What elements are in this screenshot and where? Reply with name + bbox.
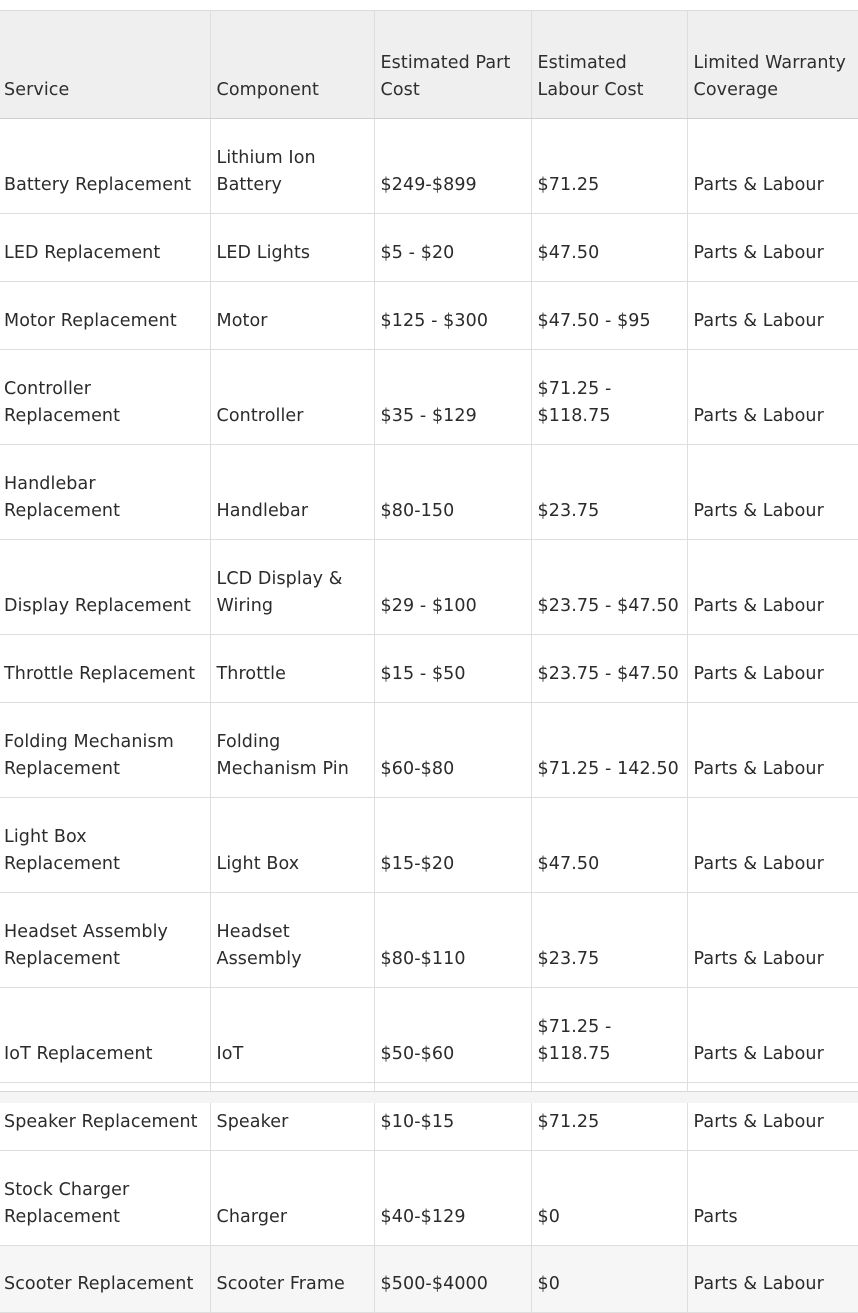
table-row xyxy=(0,1151,858,1246)
cell-warranty: Parts & Labour xyxy=(687,119,858,214)
header-part-cost: Estimated Part Cost xyxy=(374,11,531,119)
cell-component: Scooter Frame xyxy=(210,1246,374,1313)
cell-component: Speaker xyxy=(210,1083,374,1151)
cell-part-cost: $50-$60 xyxy=(374,988,531,1083)
cell-warranty: Parts & Labour xyxy=(687,350,858,445)
cell-warranty: Parts & Labour xyxy=(687,445,858,540)
cell-labour-cost: $0 xyxy=(531,1246,687,1313)
cell-service: Throttle Replacement xyxy=(0,635,210,703)
cell-service: Light Box Replacement xyxy=(0,798,210,893)
cell-component: Lithium Ion Battery xyxy=(210,119,374,214)
cell-warranty: Parts & Labour xyxy=(687,635,858,703)
cell-labour-cost: $23.75 - $47.50 xyxy=(531,540,687,635)
table-header xyxy=(0,11,858,119)
cell-warranty: Parts & Labour xyxy=(687,1246,858,1313)
cell-warranty: Parts & Labour xyxy=(687,798,858,893)
cell-labour-cost: $23.75 - $47.50 xyxy=(531,635,687,703)
cell-part-cost: $80-150 xyxy=(374,445,531,540)
cell-component: IoT xyxy=(210,988,374,1083)
cell-component: Headset Assembly xyxy=(210,893,374,988)
cell-labour-cost: $47.50 - $95 xyxy=(531,282,687,350)
cell-part-cost: $125 - $300 xyxy=(374,282,531,350)
table-row xyxy=(0,1246,858,1313)
cell-labour-cost: $71.25 - 142.50 xyxy=(531,703,687,798)
cell-component: Handlebar xyxy=(210,445,374,540)
cell-labour-cost: $47.50 xyxy=(531,214,687,282)
cell-component: Controller xyxy=(210,350,374,445)
cell-labour-cost: $23.75 xyxy=(531,893,687,988)
cell-service: Display Replacement xyxy=(0,540,210,635)
cell-service: Scooter Replacement xyxy=(0,1246,210,1313)
cell-part-cost: $29 - $100 xyxy=(374,540,531,635)
table-row xyxy=(0,119,858,214)
header-warranty: Limited Warranty Coverage xyxy=(687,11,858,119)
cell-part-cost: $249-$899 xyxy=(374,119,531,214)
cell-component: LCD Display & Wiring xyxy=(210,540,374,635)
bottom-scroll-area xyxy=(0,1091,858,1103)
table-row xyxy=(0,893,858,988)
cell-service: Speaker Replacement xyxy=(0,1083,210,1151)
cell-component: Charger xyxy=(210,1151,374,1246)
cell-service: Folding Mechanism Replacement xyxy=(0,703,210,798)
cell-service: LED Replacement xyxy=(0,214,210,282)
header-labour-cost: Estimated Labour Cost xyxy=(531,11,687,119)
cell-part-cost: $15 - $50 xyxy=(374,635,531,703)
cell-part-cost: $5 - $20 xyxy=(374,214,531,282)
cell-warranty: Parts & Labour xyxy=(687,1083,858,1151)
table-row xyxy=(0,798,858,893)
cell-warranty: Parts & Labour xyxy=(687,214,858,282)
cell-service: Battery Replacement xyxy=(0,119,210,214)
repair-cost-table xyxy=(0,10,858,1313)
top-spacer xyxy=(0,0,858,10)
table-body xyxy=(0,119,858,1313)
header-row xyxy=(0,11,858,119)
table-row xyxy=(0,350,858,445)
cell-component: LED Lights xyxy=(210,214,374,282)
cell-part-cost: $60-$80 xyxy=(374,703,531,798)
cell-labour-cost: $71.25 xyxy=(531,119,687,214)
table-row xyxy=(0,282,858,350)
cell-labour-cost: $71.25 xyxy=(531,1083,687,1151)
cell-component: Motor xyxy=(210,282,374,350)
cell-part-cost: $15-$20 xyxy=(374,798,531,893)
table-row xyxy=(0,540,858,635)
table-row xyxy=(0,445,858,540)
cell-service: Headset Assembly Replacement xyxy=(0,893,210,988)
cell-warranty: Parts & Labour xyxy=(687,540,858,635)
cell-labour-cost: $71.25 - $118.75 xyxy=(531,350,687,445)
cell-warranty: Parts & Labour xyxy=(687,282,858,350)
table-row xyxy=(0,703,858,798)
header-component: Component xyxy=(210,11,374,119)
cell-component: Throttle xyxy=(210,635,374,703)
cell-service: Stock Charger Replacement xyxy=(0,1151,210,1246)
cell-service: Controller Replacement xyxy=(0,350,210,445)
cell-part-cost: $500-$4000 xyxy=(374,1246,531,1313)
cell-part-cost: $80-$110 xyxy=(374,893,531,988)
cell-warranty: Parts & Labour xyxy=(687,703,858,798)
cell-service: Motor Replacement xyxy=(0,282,210,350)
cell-component: Light Box xyxy=(210,798,374,893)
cell-warranty: Parts & Labour xyxy=(687,893,858,988)
table-row xyxy=(0,988,858,1083)
cell-part-cost: $35 - $129 xyxy=(374,350,531,445)
cell-labour-cost: $47.50 xyxy=(531,798,687,893)
cell-component: Folding Mechanism Pin xyxy=(210,703,374,798)
cell-service: Handlebar Replacement xyxy=(0,445,210,540)
cell-labour-cost: $71.25 - $118.75 xyxy=(531,988,687,1083)
cell-labour-cost: $0 xyxy=(531,1151,687,1246)
cell-labour-cost: $23.75 xyxy=(531,445,687,540)
cell-warranty: Parts & Labour xyxy=(687,988,858,1083)
table-row xyxy=(0,635,858,703)
cell-service: IoT Replacement xyxy=(0,988,210,1083)
header-service: Service xyxy=(0,11,210,119)
table-row xyxy=(0,214,858,282)
cell-part-cost: $40-$129 xyxy=(374,1151,531,1246)
cell-part-cost: $10-$15 xyxy=(374,1083,531,1151)
cell-warranty: Parts xyxy=(687,1151,858,1246)
